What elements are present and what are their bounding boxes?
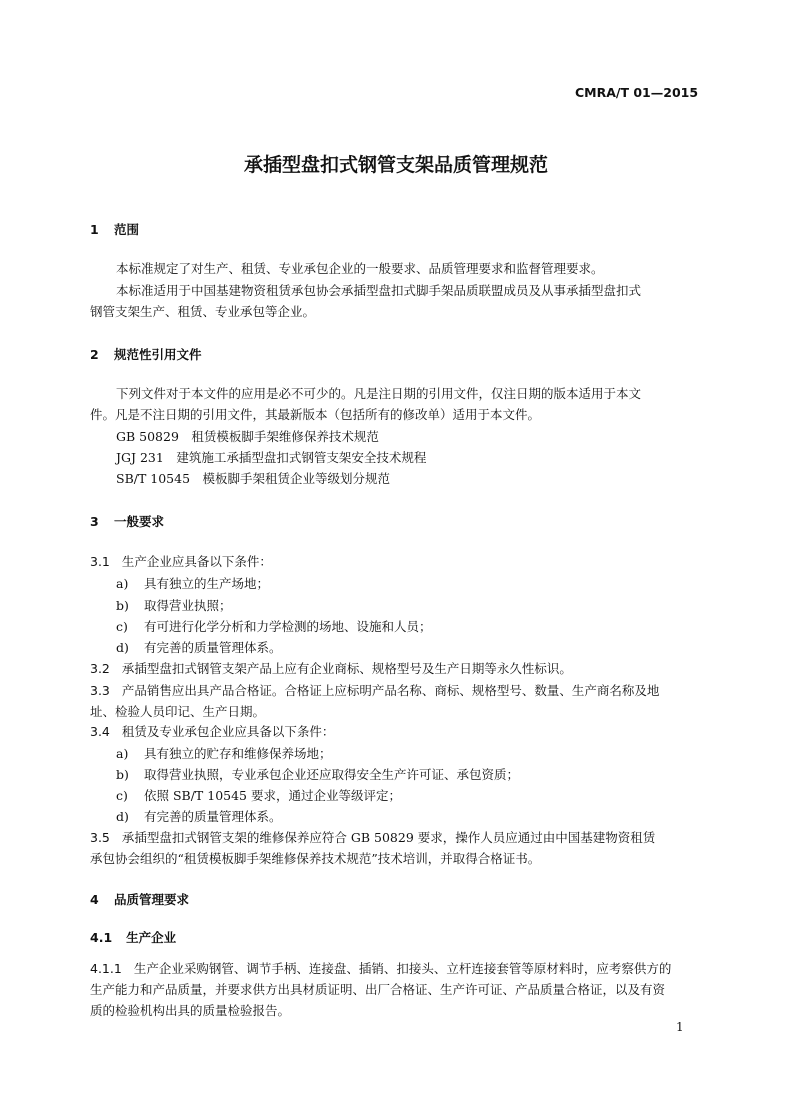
clause-text: 租赁及专业承包企业应具备以下条件：	[121, 724, 335, 739]
item-label: a)	[116, 576, 129, 591]
section-title: 范围	[114, 222, 140, 237]
clause-continuation: 址、检验人员印记、生产日期。	[90, 704, 266, 719]
document-title: 承插型盘扣式钢管支架品质管理规范	[243, 154, 548, 176]
item-text: 有可进行化学分析和力学检测的场地、设施和人员；	[144, 619, 432, 634]
clause-continuation: 质的检验机构出具的质量检验报告。	[90, 1003, 291, 1018]
clause-3-1	[90, 552, 272, 570]
list-item	[116, 765, 519, 783]
clause-number: 3.3	[90, 683, 110, 698]
section-title: 规范性引用文件	[114, 347, 202, 362]
subsection-title: 生产企业	[126, 930, 177, 945]
paragraph-continuation: 钢管支架生产、租赁、专业承包等企业。	[90, 304, 316, 319]
item-text: 有完善的质量管理体系。	[144, 640, 282, 655]
page-number: 1	[676, 1020, 684, 1034]
section-title: 品质管理要求	[114, 892, 190, 907]
section-3-heading	[90, 512, 164, 530]
section-title: 一般要求	[114, 514, 165, 529]
standard-code: CMRA/T 01—2015	[575, 85, 699, 100]
section-1-heading	[90, 220, 139, 238]
clause-continuation: 生产能力和产品质量，并要求供方出具材质证明、出厂合格证、生产许可证、产品质量合格证，以及有资	[90, 982, 666, 997]
clause-text: 承插型盘扣式钢管支架的维修保养应符合 GB 50829 要求，操作人员应通过由中国基建物资租赁	[121, 830, 656, 845]
paragraph-continuation: 件。凡是不注日期的引用文件，其最新版本（包括所有的修改单）适用于本文件。	[90, 407, 541, 422]
item-text: 具有独立的贮存和维修保养场地；	[144, 746, 332, 761]
list-item	[116, 744, 332, 762]
list-item	[116, 617, 432, 635]
clause-4-1-1	[90, 959, 671, 977]
item-label: c)	[116, 788, 128, 803]
list-item	[116, 638, 282, 656]
clause-number: 4.1.1	[90, 961, 122, 976]
subsection-4-1-heading	[90, 928, 176, 946]
clause-3-5	[90, 828, 655, 846]
clause-3-4	[90, 722, 334, 740]
clause-text: 产品销售应出具产品合格证。合格证上应标明产品名称、商标、规格型号、数量、生产商名称及地	[121, 683, 660, 698]
clause-number: 3.4	[90, 724, 110, 739]
item-label: d)	[116, 809, 129, 824]
item-label: b)	[116, 767, 129, 782]
item-label: b)	[116, 598, 129, 613]
list-item	[116, 786, 401, 804]
list-item	[116, 807, 282, 825]
section-number: 1	[90, 222, 99, 237]
clause-number: 3.5	[90, 830, 110, 845]
item-label: c)	[116, 619, 128, 634]
item-text: 取得营业执照，专业承包企业还应取得安全生产许可证、承包资质；	[144, 767, 520, 782]
paragraph: 本标准规定了对生产、租赁、专业承包企业的一般要求、品质管理要求和监督管理要求。	[116, 261, 604, 276]
section-number: 2	[90, 347, 99, 362]
item-text: 具有独立的生产场地；	[144, 576, 270, 591]
clause-number: 3.2	[90, 661, 110, 676]
item-label: d)	[116, 640, 129, 655]
clause-continuation: 承包协会组织的“租赁模板脚手架维修保养技术规范”技术培训，并取得合格证书。	[90, 851, 541, 866]
clause-number: 3.1	[90, 554, 110, 569]
item-text: 依照 SB/T 10545 要求，通过企业等级评定；	[144, 788, 401, 803]
paragraph: 本标准适用于中国基建物资租赁承包协会承插型盘扣式脚手架品质联盟成员及从事承插型盘扣式	[116, 283, 642, 298]
list-item	[116, 574, 269, 592]
reference-item: JGJ 231 建筑施工承插型盘扣式钢管支架安全技术规程	[116, 450, 427, 465]
subsection-number: 4.1	[90, 930, 113, 945]
section-4-heading	[90, 890, 189, 908]
section-number: 4	[90, 892, 99, 907]
clause-3-3	[90, 681, 659, 699]
clause-text: 生产企业应具备以下条件：	[121, 554, 272, 569]
list-item	[116, 596, 232, 614]
item-label: a)	[116, 746, 129, 761]
clause-text: 承插型盘扣式钢管支架产品上应有企业商标、规格型号及生产日期等永久性标识。	[121, 661, 572, 676]
paragraph: 下列文件对于本文件的应用是必不可少的。凡是注日期的引用文件，仅注日期的版本适用于本文	[116, 386, 642, 401]
clause-3-2	[90, 659, 572, 677]
reference-item: GB 50829 租赁模板脚手架维修保养技术规范	[116, 429, 379, 444]
section-2-heading	[90, 345, 202, 363]
clause-text: 生产企业采购钢管、调节手柄、连接盘、插销、扣接头、立杆连接套管等原材料时，应考察供方的	[133, 961, 672, 976]
section-number: 3	[90, 514, 99, 529]
item-text: 取得营业执照；	[144, 598, 232, 613]
reference-item: SB/T 10545 模板脚手架租赁企业等级划分规范	[116, 471, 391, 486]
item-text: 有完善的质量管理体系。	[144, 809, 282, 824]
